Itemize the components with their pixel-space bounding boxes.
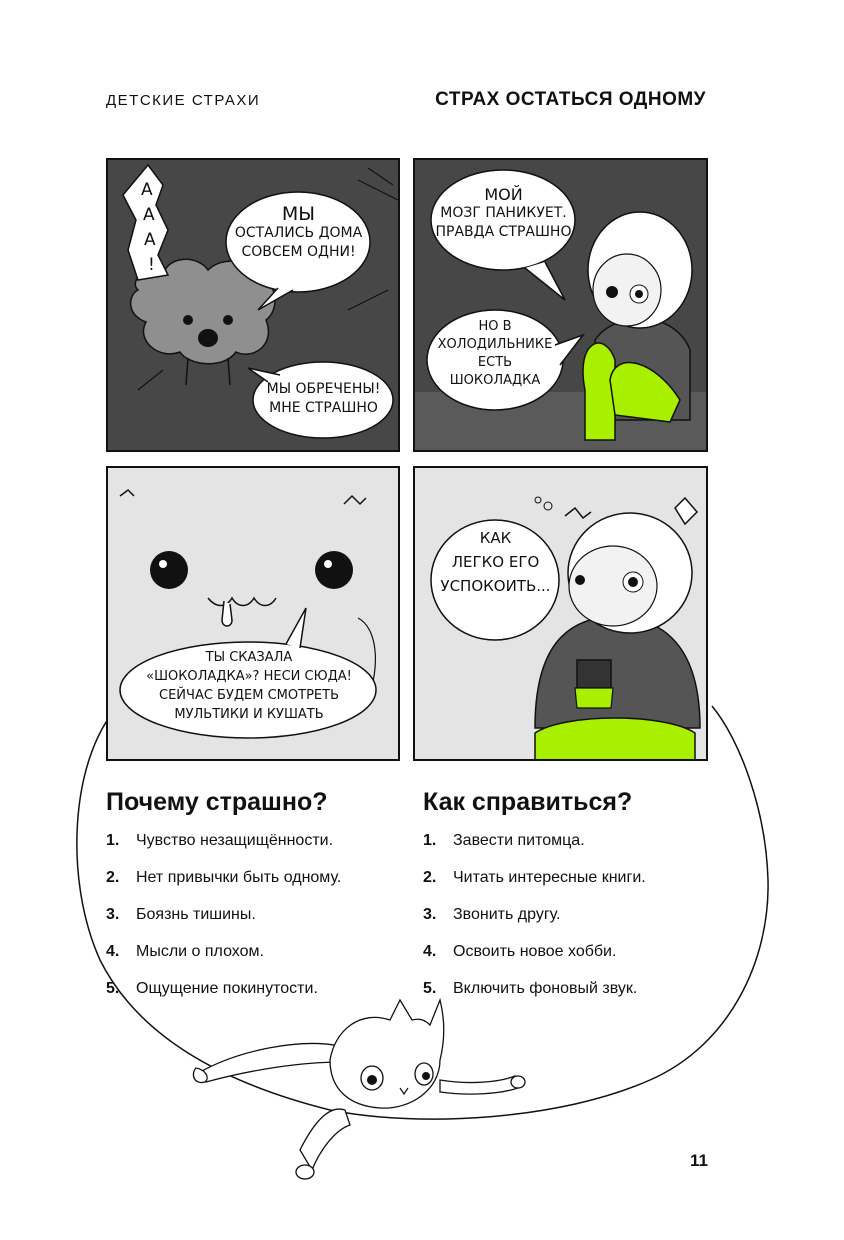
speech-bubble-text: МОЙ МОЗГ ПАНИКУЕТ. ПРАВДА СТРАШНО [435, 185, 572, 240]
list-item: 1. Чувство незащищённости. [106, 832, 334, 849]
why-scary-title: Почему страшно? [106, 788, 328, 816]
speech-bubble-text: НО В ХОЛОДИЛЬНИКЕ ЕСТЬ ШОКОЛАДКА [437, 319, 553, 388]
list-item: 4. Мысли о плохом. [106, 943, 264, 960]
list-item: 3. Боязнь тишины. [106, 906, 256, 923]
thought-bubble-text: КАК ЛЕГКО ЕГО УСПОКОИТЬ... [440, 529, 551, 595]
list-item: 5. Включить фоновый звук. [423, 980, 638, 997]
how-to-cope-title: Как справиться? [423, 788, 633, 816]
speech-bubble-text: ТЫ СКАЗАЛА «ШОКОЛАДКА»? НЕСИ СЮДА! СЕЙЧАС БУДЕМ СМОТРЕТЬ МУЛЬТИКИ И КУШАТЬ [146, 650, 352, 722]
list-item: 5. Ощущение покинутости. [106, 980, 318, 997]
list-item: 1. Завести питомца. [423, 832, 585, 849]
list-item: 3. Звонить другу. [423, 906, 561, 923]
list-item: 2. Читать интересные книги. [423, 869, 646, 886]
speech-bubble-text: МЫ ОСТАЛИСЬ ДОМА СОВСЕМ ОДНИ! [234, 203, 363, 260]
page-number: 11 [690, 1151, 708, 1170]
list-item: 2. Нет привычки быть одному. [106, 869, 342, 886]
speech-bubble-text: МЫ ОБРЕЧЕНЫ! МНЕ СТРАШНО [266, 381, 381, 416]
comic-panel-1: А А А ! МЫ ОСТАЛИСЬ ДОМА СОВСЕМ ОДНИ! МЫ ОБРЕЧЕНЫ! МНЕ СТРАШНО [106, 158, 400, 452]
list-item: 4. Освоить новое хобби. [423, 943, 617, 960]
section-label: ДЕТСКИЕ СТРАХИ [106, 92, 261, 109]
page-title: СТРАХ ОСТАТЬСЯ ОДНОМУ [435, 89, 706, 110]
